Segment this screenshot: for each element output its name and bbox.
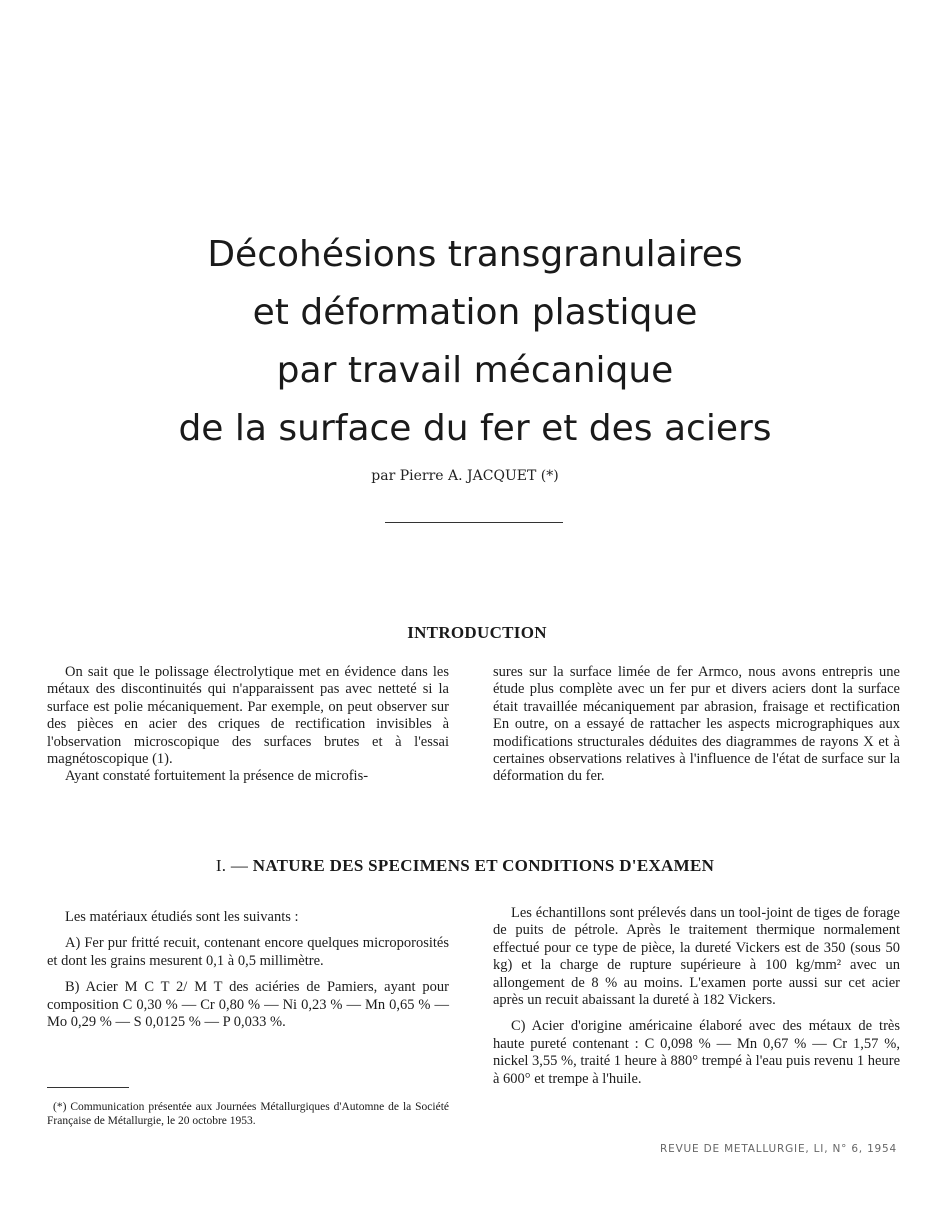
introduction-left-column [47,664,449,786]
paragraph: B) Acier M C T 2/ M T des aciéries de Pamiers, ayant pour composition C 0,30 % — Cr 0,80 % — Ni 0,23 % — Mn 0,65 % — Mo 0,29 % — S 0,0125 % — P 0,033 %. [47,979,449,1031]
footnote-divider [47,1087,129,1088]
section-1-heading [0,856,930,876]
paragraph: On sait que le polissage électrolytique met en évidence dans les métaux des discontinuités qui n'apparaissent pas avec netteté si la surface est polie mécaniquement. Par exemple, on peut observer sur des pièces en acier des criques de rectification invisibles à l'observation microscopique des surfaces brutes et à l'essai magnétoscopique (1). [47,664,449,768]
title-line: Décohésions transgranulaires [207,234,743,275]
title-line: par travail mécanique [276,350,674,391]
paragraph: Ayant constaté fortuitement la présence de microfis- [65,768,369,785]
section-title: NATURE DES SPECIMENS ET CONDITIONS D'EXAMEN [252,856,715,875]
section-number: I. — [215,856,249,875]
introduction-heading: INTRODUCTION [407,623,547,642]
section-1-left-column [47,909,449,1031]
title-divider [385,522,563,523]
introduction-right-column [493,664,900,786]
title-line: et déformation plastique [252,292,698,333]
article-title [60,226,890,458]
footnote: (*) Communication présentée aux Journées Métallurgiques d'Automne de la Société Française de Métallurgie, le 20 octobre 1953. [47,1101,449,1127]
paragraph: sures sur la surface limée de fer Armco, nous avons entrepris une étude plus complète avec un fer pur et divers aciers dont la surface était travaillée mécaniquement par abrasion, fraisage et rectification En outre, on a essayé de rattacher les aspects micrographiques aux modifications structurales déduites des diagrammes de rayons X et à certaines observations relatives à l'influence de l'état de surface sur la déformation du fer. [493,664,900,785]
journal-reference: REVUE DE METALLURGIE, LI, N° 6, 1954 [660,1143,897,1155]
author-byline: par Pierre A. JACQUET (*) [371,468,559,484]
paragraph: A) Fer pur fritté recuit, contenant encore quelques microporosités et dont les grains mesurent 0,1 à 0,5 millimètre. [47,935,449,969]
title-line: de la surface du fer et des aciers [178,408,772,449]
paragraph: Les matériaux étudiés sont les suivants : [65,909,299,925]
paragraph: Les échantillons sont prélevés dans un tool-joint de tiges de forage de puits de pétrole. Après le traitement thermique normalement effectué pour ce type de pièce, la dureté Vickers est de 350 (sous 50 kg) et la charge de rupture supérieure à 100 kg/mm² avec un allongement de 8 % au moins. L'examen porte aussi sur cet acier après un recuit abaissant la dureté à 182 Vickers. [493,905,900,1009]
section-1-right-column [493,905,900,1088]
paragraph: C) Acier d'origine américaine élaboré avec des métaux de très haute pureté contenant : C 0,098 % — Mn 0,67 % — Cr 1,57 %, nickel 3,55 %, traité 1 heure à 880° trempé à l'eau puis revenu 1 heure à 600° et trempe à l'huile. [493,1018,901,1087]
